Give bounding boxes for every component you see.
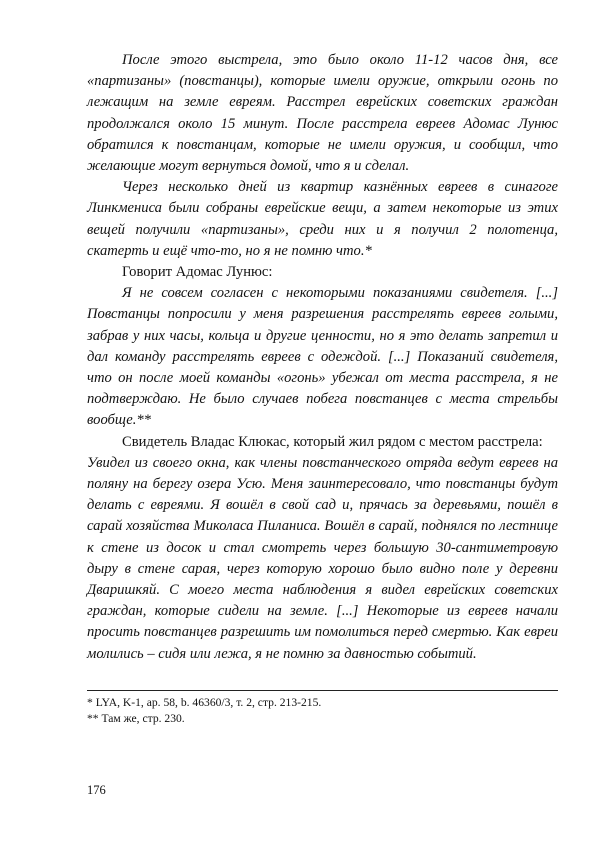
speaker-intro-kliukas: Свидетель Владас Клюкас, который жил рядом с местом расстрела: [122,433,543,450]
page-number: 176 [87,783,106,797]
speaker-intro-lunius: Говорит Адомас Лунюс: [122,264,273,281]
page-body [87,50,558,665]
quote-lunius: Я не совсем согласен с некоторыми показаниями свидетеля. [...] Повстанцы попросили у меня разрешения расстрелять евреев голыми, забрав у них часы, кольца и другие ценности, но я это делать запретил и дал команду расстрелять евреев с одеждой. [...] Показаний свидетеля, что он после моей команды «огонь» убежал от места расстрела, я не подтверждаю. Не было случаев побега повстанцев с места стрельбы вообще.** [87,285,558,429]
footnotes [87,690,558,727]
testimony-paragraph-1: После этого выстрела, это было около 11-12 часов дня, все «партизаны» (повстанцы), которые имели оружие, открыли огонь по лежащим на земле евреям. Расстрел еврейских советских граждан продолжался около 15 минут. После расстрела евреев Адомас Лунюс обратился к повстанцам, которые не имели оружия, и сообщил, что желающие могут вернуться домой, что я и сделал. [87,52,558,175]
testimony-paragraph-2: Через несколько дней из квартир казнённых евреев в синагоге Линкмениса были собраны еврейские вещи, а затем некоторые из этих вещей получили «партизаны», среди них и я получил 2 полотенца, скатерть и ещё что-то, но я не помню что.* [87,179,558,259]
footnote-2: ** Там же, стр. 230. [87,712,185,725]
quote-kliukas: Увидел из своего окна, как члены повстанческого отряда ведут евреев на поляну на берегу озера Усю. Меня заинтересовало, что повстанцы будут делать с евреями. Я вошёл в свой сад и, прячась за деревьями, пошёл в сарай хозяйства Миколаса Пиланиса. Вошёл в сарай, поднялся по лестнице к стене из досок и стал смотреть через большую 30-сантиметровую дыру в стене сарая, через которую хорошо было видно поле у деревни Дваришкяй. С моего места наблюдения я видел еврейских советских граждан, которые сидели на земле. [...] Некоторые из евреев начали просить повстанцев разрешить им помолиться перед смертью. Как евреи молились – сидя или лежа, я не помню за давностью событий. [87,454,558,662]
footnote-1: * LYA, K-1, ap. 58, b. 46360/3, т. 2, стр. 213-215. [87,696,322,709]
